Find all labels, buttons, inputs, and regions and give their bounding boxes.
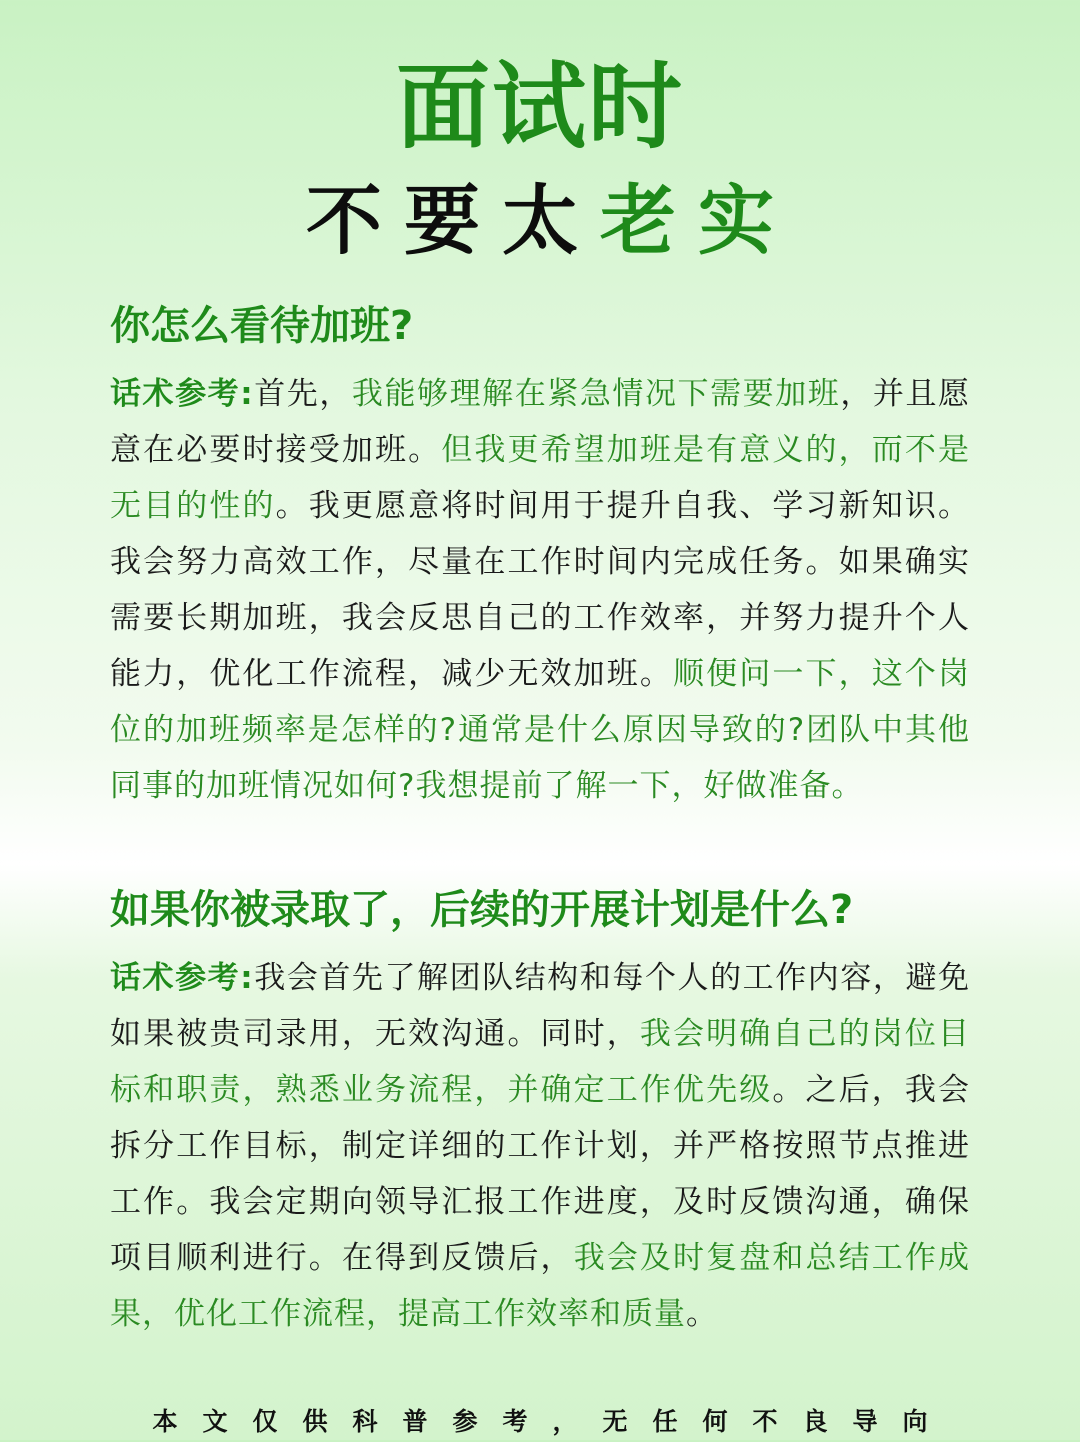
section-2-highlight-2: 我会及时复盘和总结工作成果，优化工作流程，提高工作效率和质量 [110, 1240, 971, 1332]
section-2-body [110, 950, 970, 1342]
section-1-body [110, 366, 970, 814]
footer-disclaimer: 本文仅供科普参考，无任何不良导向 [152, 1407, 953, 1436]
section-2-text-1: 我会首先了解团队结构和每个人的工作内容，避免如果被贵司录用，无效沟通。同时， [110, 960, 971, 1052]
section-1-question: 你怎么看待加班? [110, 303, 414, 349]
section-2-label: 话术参考: [110, 960, 254, 996]
title-line-2-part-1: 不要太 [306, 176, 600, 265]
section-1-label: 话术参考: [110, 376, 254, 412]
section-1-text-3: 。我更愿意将时间用于提升自我、学习新知识。我会努力高效工作，尽量在工作时间内完成任务。如果确实需要长期加班，我会反思自己的工作效率，并努力提升个人能力，优化工作流程，减少无效加班。 [110, 488, 971, 692]
section-1-text-1: 首先， [253, 376, 352, 412]
section-2-text-3: 。 [686, 1296, 718, 1332]
section-2-question: 如果你被录取了，后续的开展计划是什么? [110, 887, 854, 933]
section-2-highlight-1: 我会明确自己的岗位目标和职责，熟悉业务流程，并确定工作优先级 [110, 1016, 971, 1108]
title-line-1-text: 面试时 [395, 53, 684, 162]
title-line-2-part-2: 老实 [600, 176, 796, 265]
section-1-text-2: ，并且愿意在必要时接受加班。 [110, 376, 971, 468]
section-2-text-2: 。之后，我会拆分工作目标，制定详细的工作计划，并严格按照节点推进工作。我会定期向领导汇报工作进度，及时反馈沟通，确保项目顺利进行。在得到反馈后， [110, 1072, 971, 1276]
section-1-highlight-1: 我能够理解在紧急情况下需要加班 [351, 376, 841, 412]
section-1-highlight-3: 顺便问一下，这个岗位的加班频率是怎样的?通常是什么原因导致的?团队中其他同事的加班情况如何?我想提前了解一下，好做准备。 [110, 656, 971, 804]
title-line-2 [0, 175, 1080, 267]
section-1-highlight-2: 但我更希望加班是有意义的，而不是无目的性的 [110, 432, 971, 524]
title-line-1 [0, 53, 1080, 162]
